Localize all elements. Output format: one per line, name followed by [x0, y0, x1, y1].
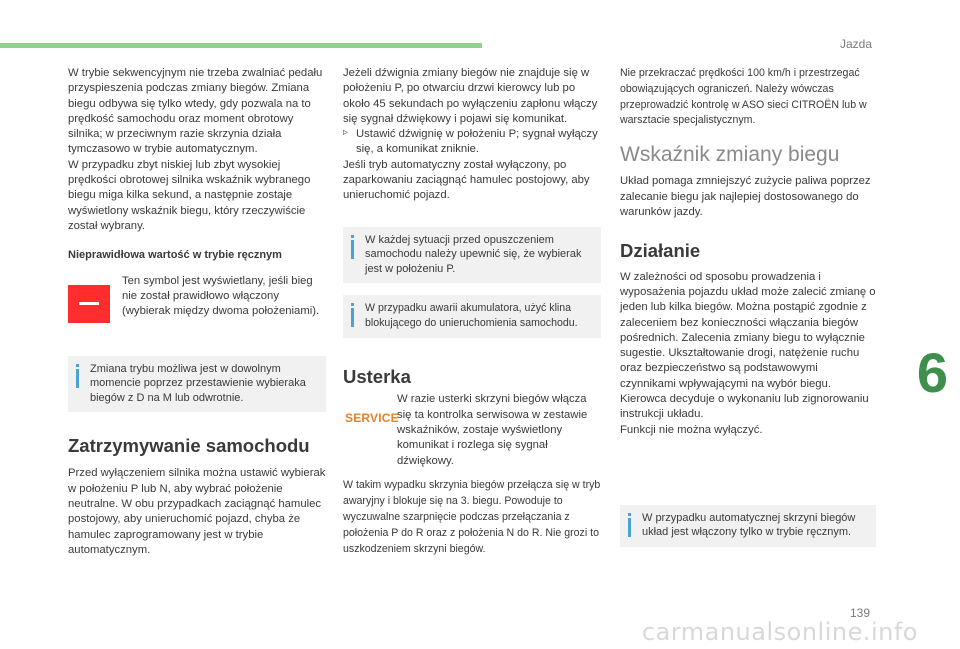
info-note: [343, 227, 601, 284]
info-note: [620, 505, 876, 547]
gear-error-warning-icon: [68, 285, 110, 323]
paragraph: Układ pomaga zmniejszyć zużycie paliwa poprzez zalecanie biegu jak najlepiej dostosowanego do warunków jazdy.: [620, 175, 871, 219]
column-1: [68, 66, 326, 558]
page-number: 139: [849, 606, 870, 620]
service-warning-icon: SERVICE: [345, 411, 399, 426]
paragraph: W trybie sekwencyjnym nie trzeba zwalniać pedału przyspieszenia podczas zmiany biegów. Zmiana biegu odbywa się tylko wtedy, gdy pozwala na to prędkość samochodu oraz moment obrotowy silnika; w przeciwnym razie skrzynia działa tymczasowo w trybie automatycznym.: [68, 67, 323, 156]
info-icon: [628, 513, 634, 537]
symbol-description: Ten symbol jest wyświetlany, jeśli bieg nie został prawidłowo włączony (wybierak między dwoma położeniami).: [122, 274, 320, 318]
paragraph: Funkcji nie można wyłączyć.: [620, 423, 763, 436]
heading-stopping: Zatrzymywanie samochodu: [68, 435, 310, 457]
paragraph: Przed wyłączeniem silnika można ustawić wybierak w położeniu P lub N, aby wybrać położenie neutralne. W obu przypadkach zaciągnąć hamulec postojowy, aby unieruchomić pojazd, chyba że hamulec zaprogramowany jest w trybie automatycznym.: [68, 467, 326, 556]
column-3: [620, 66, 876, 547]
paragraph: Nie przekraczać prędkości 100 km/h i przestrzegać obowiązujących ograniczeń. Należy wówczas przeprowadzić kontrolę w ASO sieci CITROËN lub w warsztacie specjalistycznym.: [620, 67, 867, 127]
column-2: [343, 66, 601, 557]
info-icon: [76, 364, 82, 388]
watermark: carmanualsonline.info: [641, 618, 918, 646]
info-note: [68, 356, 326, 413]
heading-fault: Usterka: [343, 366, 411, 388]
heading-gear-indicator: Wskaźnik zmiany biegu: [620, 143, 840, 167]
paragraph: Jeśli tryb automatyczny został wyłączony, po zaparkowaniu zaciągnąć hamulec postojowy, aby unieruchomić pojazd.: [343, 158, 590, 202]
paragraph: Jeżeli dźwignia zmiany biegów nie znajduje się w położeniu P, po otwarciu drzwi kierowcy lub po około 45 sekundach po wyłączeniu zapłonu włączy się sygnał dźwiękowy i pojawi się komunikat.: [343, 67, 598, 125]
info-icon: [351, 235, 357, 259]
paragraph: W zależności od sposobu prowadzenia i wyposażenia pojazdu układ może zalecić zmianę o jeden lub kilka biegów. Można postąpić zgodnie z zaleceniem bez konieczności włączania biegów pośrednich. Zalecenia zmiany biegu to wyłącznie sugestie. Ukształtowanie drogi, natężenie ruchu oraz bezpieczeństwo są podstawowymi czynnikami wpływającymi na wybór biegu. Kierowca decyduje o wykonaniu lub zignorowaniu instrukcji układu.: [620, 270, 876, 421]
bullet-item: [343, 127, 601, 158]
info-note-text: W każdej sytuacji przed opuszczeniem samochodu należy upewnić się, że wybierak jest w położeniu P.: [365, 233, 582, 275]
heading-operation: Działanie: [620, 240, 701, 262]
info-note: [343, 295, 601, 338]
paragraph: W takim wypadku skrzynia biegów przełącza się w tryb awaryjny i blokuje się na 3. biegu. Powoduje to wyczuwalne szarpnięcie podczas przełączania z położenia P do R oraz z położenia N do R. Nie grozi to uszkodzeniem skrzyni biegów.: [343, 479, 601, 555]
info-note-text: Zmiana trybu możliwa jest w dowolnym momencie poprzez przestawienie wybieraka biegów z D na M lub odwrotnie.: [90, 362, 306, 404]
info-note-text: W przypadku awarii akumulatora, użyć klina blokującego do unieruchomienia samochodu.: [365, 302, 578, 330]
section-title: Jazda: [839, 37, 872, 51]
fault-description: W razie usterki skrzyni biegów włącza się ta kontrolka serwisowa w zestawie wskaźników, zostaje wyświetlony komunikat i rozlega się sygnał dźwiękowy.: [397, 393, 588, 467]
arrow-bullet-icon: ▹: [343, 127, 349, 139]
subheading-incorrect-value: Nieprawidłowa wartość w trybie ręcznym: [68, 249, 282, 262]
chapter-number: 6: [916, 341, 949, 404]
info-icon: [351, 303, 357, 327]
bullet-text: Ustawić dźwignię w położeniu P; sygnał wyłączy się, a komunikat zniknie.: [356, 128, 598, 156]
header-accent-bar: [0, 43, 482, 48]
info-note-text: W przypadku automatycznej skrzyni biegów układ jest włączony tylko w trybie ręcznym.: [642, 511, 856, 539]
paragraph: W przypadku zbyt niskiej lub zbyt wysokiej prędkości obrotowej silnika wskaźnik wybranego biegu miga kilka sekund, a następnie zostaje wyświetlony wskaźnik biegu, który rzeczywiście został wybrany.: [68, 158, 311, 232]
